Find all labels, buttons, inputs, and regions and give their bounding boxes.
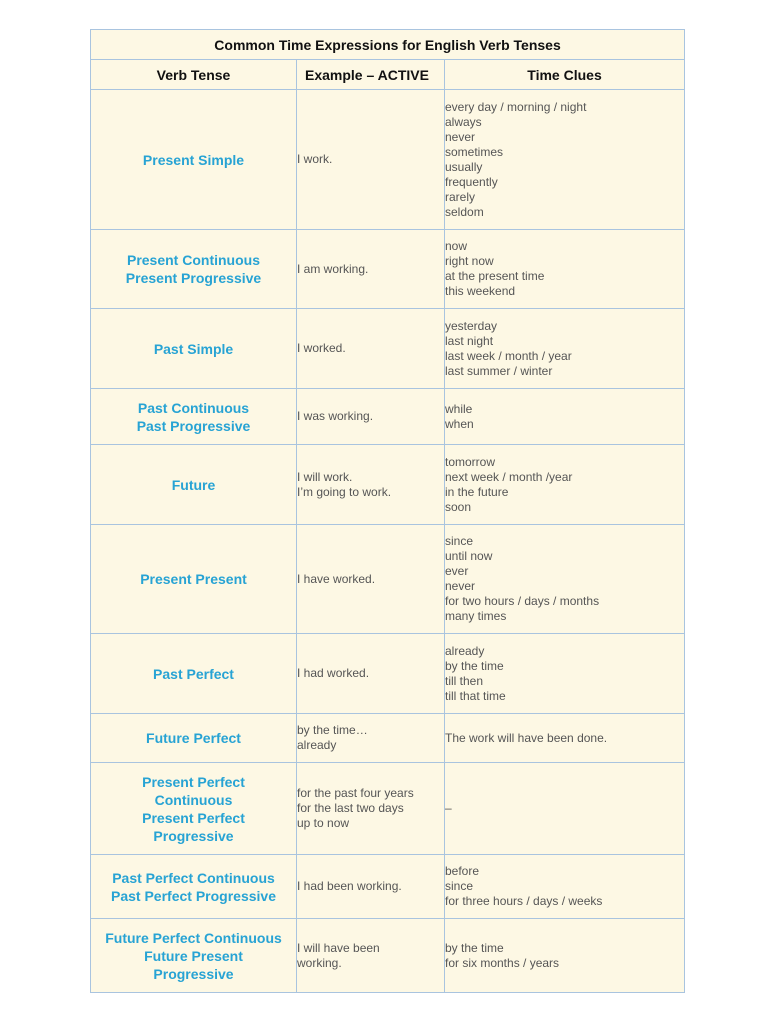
title-row xyxy=(91,30,685,60)
tense-line: Future xyxy=(171,476,216,493)
clues-cell xyxy=(445,90,685,230)
example-cell xyxy=(297,855,445,919)
clue-line: tomorrow xyxy=(445,454,496,469)
example-line: I work. xyxy=(297,152,333,166)
clue-line: last week / month / year xyxy=(445,348,572,363)
clue-line: many times xyxy=(445,609,507,623)
tense-line: Past Progressive xyxy=(136,417,251,434)
tense-line: Future Perfect xyxy=(146,730,241,746)
clues-cell xyxy=(445,525,685,634)
clue-line: every day / morning / night xyxy=(445,99,587,114)
clue-line: – xyxy=(445,801,452,815)
tense-cell xyxy=(91,855,297,919)
header-example: Example – ACTIVE xyxy=(297,60,445,90)
tense-line: Present Continuous xyxy=(126,252,260,268)
clue-line: The work will have been done. xyxy=(445,730,608,745)
clue-line: rarely xyxy=(445,189,476,204)
example-line: I had worked. xyxy=(297,666,370,680)
clue-line: never xyxy=(445,129,476,144)
clues-cell xyxy=(445,919,685,993)
clue-line: by the time xyxy=(445,940,504,955)
clues-cell xyxy=(445,714,685,763)
example-cell xyxy=(297,525,445,634)
clue-line: this weekend xyxy=(445,284,516,298)
example-line: I was working. xyxy=(297,409,374,423)
tense-cell xyxy=(91,230,297,309)
tense-line: Past Perfect xyxy=(153,665,234,682)
clues-cell xyxy=(445,445,685,525)
example-cell xyxy=(297,389,445,445)
clue-line: next week / month /year xyxy=(445,469,573,484)
clue-line: last summer / winter xyxy=(445,363,553,378)
example-line: already xyxy=(297,738,337,752)
example-line: for the past four years xyxy=(297,786,414,800)
example-cell xyxy=(297,634,445,714)
tense-line: Past Perfect Continuous xyxy=(112,869,275,886)
table-row xyxy=(91,634,685,714)
tense-cell xyxy=(91,445,297,525)
tense-line: Future Perfect Continuous xyxy=(105,929,282,946)
example-cell xyxy=(297,309,445,389)
tense-line: Progressive xyxy=(153,965,234,982)
tense-line: Present Progressive xyxy=(125,270,262,286)
example-line: I will have been xyxy=(297,940,380,955)
clue-line: seldom xyxy=(445,204,484,219)
clue-line: at the present time xyxy=(445,269,545,283)
tense-cell xyxy=(91,919,297,993)
header-verb-tense: Verb Tense xyxy=(91,60,297,90)
clue-line: now xyxy=(445,239,468,253)
clue-line: always xyxy=(445,114,482,129)
header-time-clues: Time Clues xyxy=(445,60,685,90)
clue-line: since xyxy=(445,879,474,893)
clues-cell xyxy=(445,855,685,919)
tense-line: Past Continuous xyxy=(137,399,250,416)
clue-line: when xyxy=(445,416,474,431)
table-row xyxy=(91,763,685,855)
example-line: up to now xyxy=(297,816,350,830)
tense-line: Present Perfect xyxy=(142,809,245,826)
clue-line: for six months / years xyxy=(445,955,560,970)
clue-line: yesterday xyxy=(445,318,498,333)
table-row xyxy=(91,230,685,309)
example-cell xyxy=(297,763,445,855)
example-line: I’m going to work. xyxy=(297,484,392,499)
clue-line: ever xyxy=(445,564,469,578)
clue-line: never xyxy=(445,579,476,593)
clue-line: till then xyxy=(445,673,484,688)
tense-line: Present Perfect xyxy=(142,773,245,790)
table-title: Common Time Expressions for English Verb Tenses xyxy=(91,30,685,60)
example-line: I am working. xyxy=(297,261,369,276)
example-line: working. xyxy=(297,955,342,970)
example-line: for the last two days xyxy=(297,801,404,815)
clues-cell xyxy=(445,389,685,445)
clues-cell xyxy=(445,309,685,389)
tense-cell xyxy=(91,714,297,763)
example-cell xyxy=(297,230,445,309)
table-row xyxy=(91,389,685,445)
clue-line: for three hours / days / weeks xyxy=(445,894,603,908)
example-line: I had been working. xyxy=(297,879,402,893)
table-row xyxy=(91,309,685,389)
clue-line: for two hours / days / months xyxy=(445,594,600,608)
clue-line: sometimes xyxy=(445,144,504,159)
tense-cell xyxy=(91,90,297,230)
tense-line: Present Present xyxy=(140,571,247,587)
clue-line: since xyxy=(445,534,474,548)
clue-line: last night xyxy=(445,333,494,348)
clue-line: soon xyxy=(445,499,472,514)
table-row xyxy=(91,855,685,919)
clue-line: already xyxy=(445,643,485,658)
verb-tenses-table xyxy=(90,29,685,993)
table-row xyxy=(91,525,685,634)
clue-line: frequently xyxy=(445,174,498,189)
table-row xyxy=(91,90,685,230)
clues-cell xyxy=(445,230,685,309)
table-row xyxy=(91,714,685,763)
clues-cell xyxy=(445,763,685,855)
clue-line: before xyxy=(445,864,480,878)
tense-line: Future Present xyxy=(144,947,243,964)
clues-cell xyxy=(445,634,685,714)
example-cell xyxy=(297,90,445,230)
example-line: I worked. xyxy=(297,341,346,355)
clue-line: by the time xyxy=(445,658,504,673)
example-cell xyxy=(297,919,445,993)
tense-line: Present Simple xyxy=(142,151,245,168)
table-row xyxy=(91,445,685,525)
example-line: I will work. xyxy=(297,469,353,484)
tense-line: Past Simple xyxy=(153,340,234,357)
tense-cell xyxy=(91,309,297,389)
table-row xyxy=(91,919,685,993)
tense-cell xyxy=(91,634,297,714)
table-body xyxy=(91,90,685,993)
tense-cell xyxy=(91,389,297,445)
clue-line: till that time xyxy=(445,688,506,703)
tense-cell xyxy=(91,525,297,634)
clue-line: right now xyxy=(445,254,494,268)
tense-line: Past Perfect Progressive xyxy=(111,887,276,904)
clue-line: until now xyxy=(445,549,493,563)
header-row xyxy=(91,60,685,90)
tense-cell xyxy=(91,763,297,855)
example-line: by the time… xyxy=(297,723,368,737)
tense-line: Continuous xyxy=(154,791,233,808)
tense-line: Progressive xyxy=(153,827,234,844)
clue-line: usually xyxy=(445,159,483,174)
example-cell xyxy=(297,714,445,763)
example-cell xyxy=(297,445,445,525)
clue-line: while xyxy=(445,401,473,416)
example-line: I have worked. xyxy=(297,571,376,586)
clue-line: in the future xyxy=(445,484,509,499)
